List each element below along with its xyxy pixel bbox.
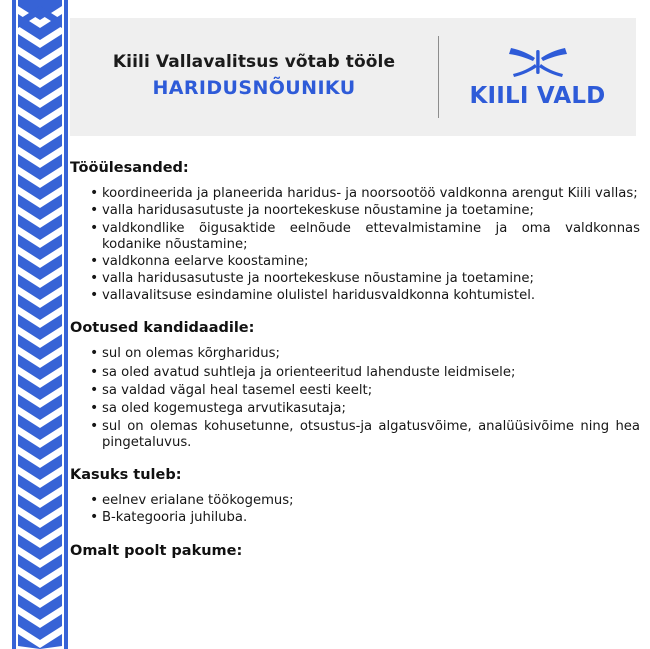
dragonfly-icon (507, 44, 569, 82)
section-expectations (70, 320, 640, 451)
section-list (70, 186, 640, 304)
list-item: • valdkondlike õigusaktide eelnõude ettevalmistamine ja oma valdkonnas kodanike nõustamine; (92, 221, 640, 253)
header-subtitle: Kiili Vallavalitsus võtab tööle (112, 52, 396, 73)
job-ad-body (70, 160, 640, 569)
list-item: • eelnev erialane töökogemus; (92, 493, 640, 509)
section-offer (70, 543, 640, 560)
list-item: • sa oled avatud suhtleja ja orienteeritud lahenduste leidmisele; (92, 365, 640, 381)
section-list (70, 346, 640, 451)
list-item: • B-kategooria juhiluba. (92, 510, 640, 526)
header-title-block (70, 51, 438, 102)
section-title: Kasuks tuleb: (70, 467, 182, 483)
header-banner (70, 18, 636, 136)
list-item: • vallavalitsuse esindamine olulistel haridusvaldkonna kohtumistel. (92, 288, 640, 304)
section-title: Ootused kandidaadile: (70, 320, 255, 337)
list-item: • koordineerida ja planeerida haridus- ja noorsootöö valdkonna arengut Kiili vallas; (92, 186, 640, 202)
section-advantages (70, 467, 640, 527)
list-item: • sul on olemas kõrgharidus; (92, 346, 640, 362)
list-item: • valla haridusasutuste ja noortekeskuse nõustamine ja toetamine; (92, 271, 640, 287)
page-title: HARIDUSNÕUNIKU (152, 77, 356, 100)
decorative-border (12, 0, 68, 649)
logo-text: KIILI VALD (469, 83, 606, 110)
list-item: • sa oled kogemustega arvutikasutaja; (92, 401, 640, 417)
section-title: Tööülesanded: (70, 160, 189, 176)
list-item: • sa valdad vägal heal tasemel eesti keelt; (92, 383, 640, 399)
list-item: • valdkonna eelarve koostamine; (92, 254, 640, 270)
section-list (70, 493, 640, 526)
list-item: • sul on olemas kohusetunne, otsustus-ja algatusvõime, analüüsivõime ning hea pingetaluvus. (92, 419, 640, 451)
section-tasks (70, 160, 640, 304)
section-title: Omalt poolt pakume: (70, 542, 243, 559)
list-item: • valla haridusasutuste ja noortekeskuse nõustamine ja toetamine; (92, 203, 640, 219)
logo (439, 44, 636, 109)
